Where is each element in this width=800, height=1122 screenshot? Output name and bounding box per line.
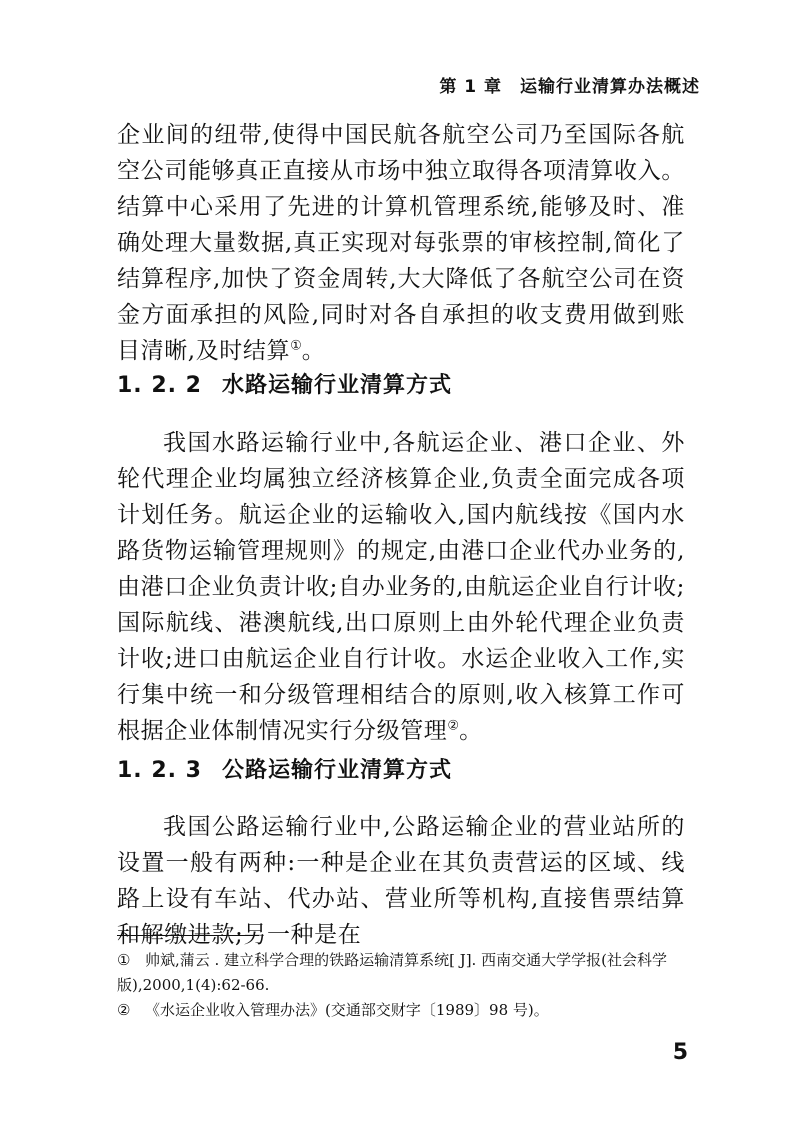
footnote-text: 《水运企业收入管理办法》(交通部交财字〔1989〕98 号)。 <box>145 1001 549 1019</box>
footnote-ref-2: ② <box>447 718 460 734</box>
paragraph-3 <box>117 809 685 953</box>
paragraph-2 <box>117 425 685 749</box>
footnote-text: 帅斌,蒲云 . 建立科学合理的铁路运输清算系统[ J]. 西南交通大学学报(社会科学版),2000,1(4):62-66. <box>117 951 667 994</box>
paragraph-1-end: 。 <box>301 338 326 364</box>
section-heading-1-2-3 <box>117 753 452 784</box>
paragraph-3-text: 我国公路运输行业中,公路运输企业的营业站所的设置一般有两种:一种是企业在其负责营运的区域、线路上设有车站、代办站、营业所等机构,直接售票结算和解缴进款;另一种是在 <box>117 814 685 948</box>
section-title: 公路运输行业清算方式 <box>221 758 452 783</box>
section-title: 水路运输行业清算方式 <box>221 373 452 398</box>
paragraph-2-end: 。 <box>459 718 483 744</box>
section-heading-1-2-2 <box>117 368 452 399</box>
footnote-2 <box>117 998 685 1023</box>
page-number: 5 <box>672 1040 688 1065</box>
paragraph-1-text: 企业间的纽带,使得中国民航各航空公司乃至国际各航空公司能够真正直接从市场中独立取得各项清算收入。结算中心采用了先进的计算机管理系统,能够及时、准确处理大量数据,真正实现对每张票的审核控制,简化了结算程序,加快了资金周转,大大降低了各航空公司在资金方面承担的风险,同时对各自承担的收支费用做到账目清晰,及时结算 <box>117 122 685 364</box>
paragraph-1 <box>117 117 685 369</box>
chapter-title: 运输行业清算办法概述 <box>520 77 700 97</box>
running-head <box>439 72 700 97</box>
footnote-mark: ① <box>117 951 131 969</box>
chapter-number: 第 1 章 <box>439 77 502 97</box>
footnote-ref-1: ① <box>290 338 302 354</box>
section-number: 1. 2. 3 <box>117 758 202 783</box>
paragraph-2-text: 我国水路运输行业中,各航运企业、港口企业、外轮代理企业均属独立经济核算企业,负责全面完成各项计划任务。航运企业的运输收入,国内航线按《国内水路货物运输管理规则》的规定,由港口企业代办业务的,由港口企业负责计收;自办业务的,由航运企业自行计收;国际航线、港澳航线,出口原则上由外轮代理企业负责计收;进口由航运企业自行计收。水运企业收入工作,实行集中统一和分级管理相结合的原则,收入核算工作可根据企业体制情况实行分级管理 <box>117 430 685 744</box>
footnote-1 <box>117 948 685 998</box>
footnote-mark: ② <box>117 1001 131 1019</box>
section-number: 1. 2. 2 <box>117 373 202 398</box>
footnote-divider <box>117 935 259 936</box>
